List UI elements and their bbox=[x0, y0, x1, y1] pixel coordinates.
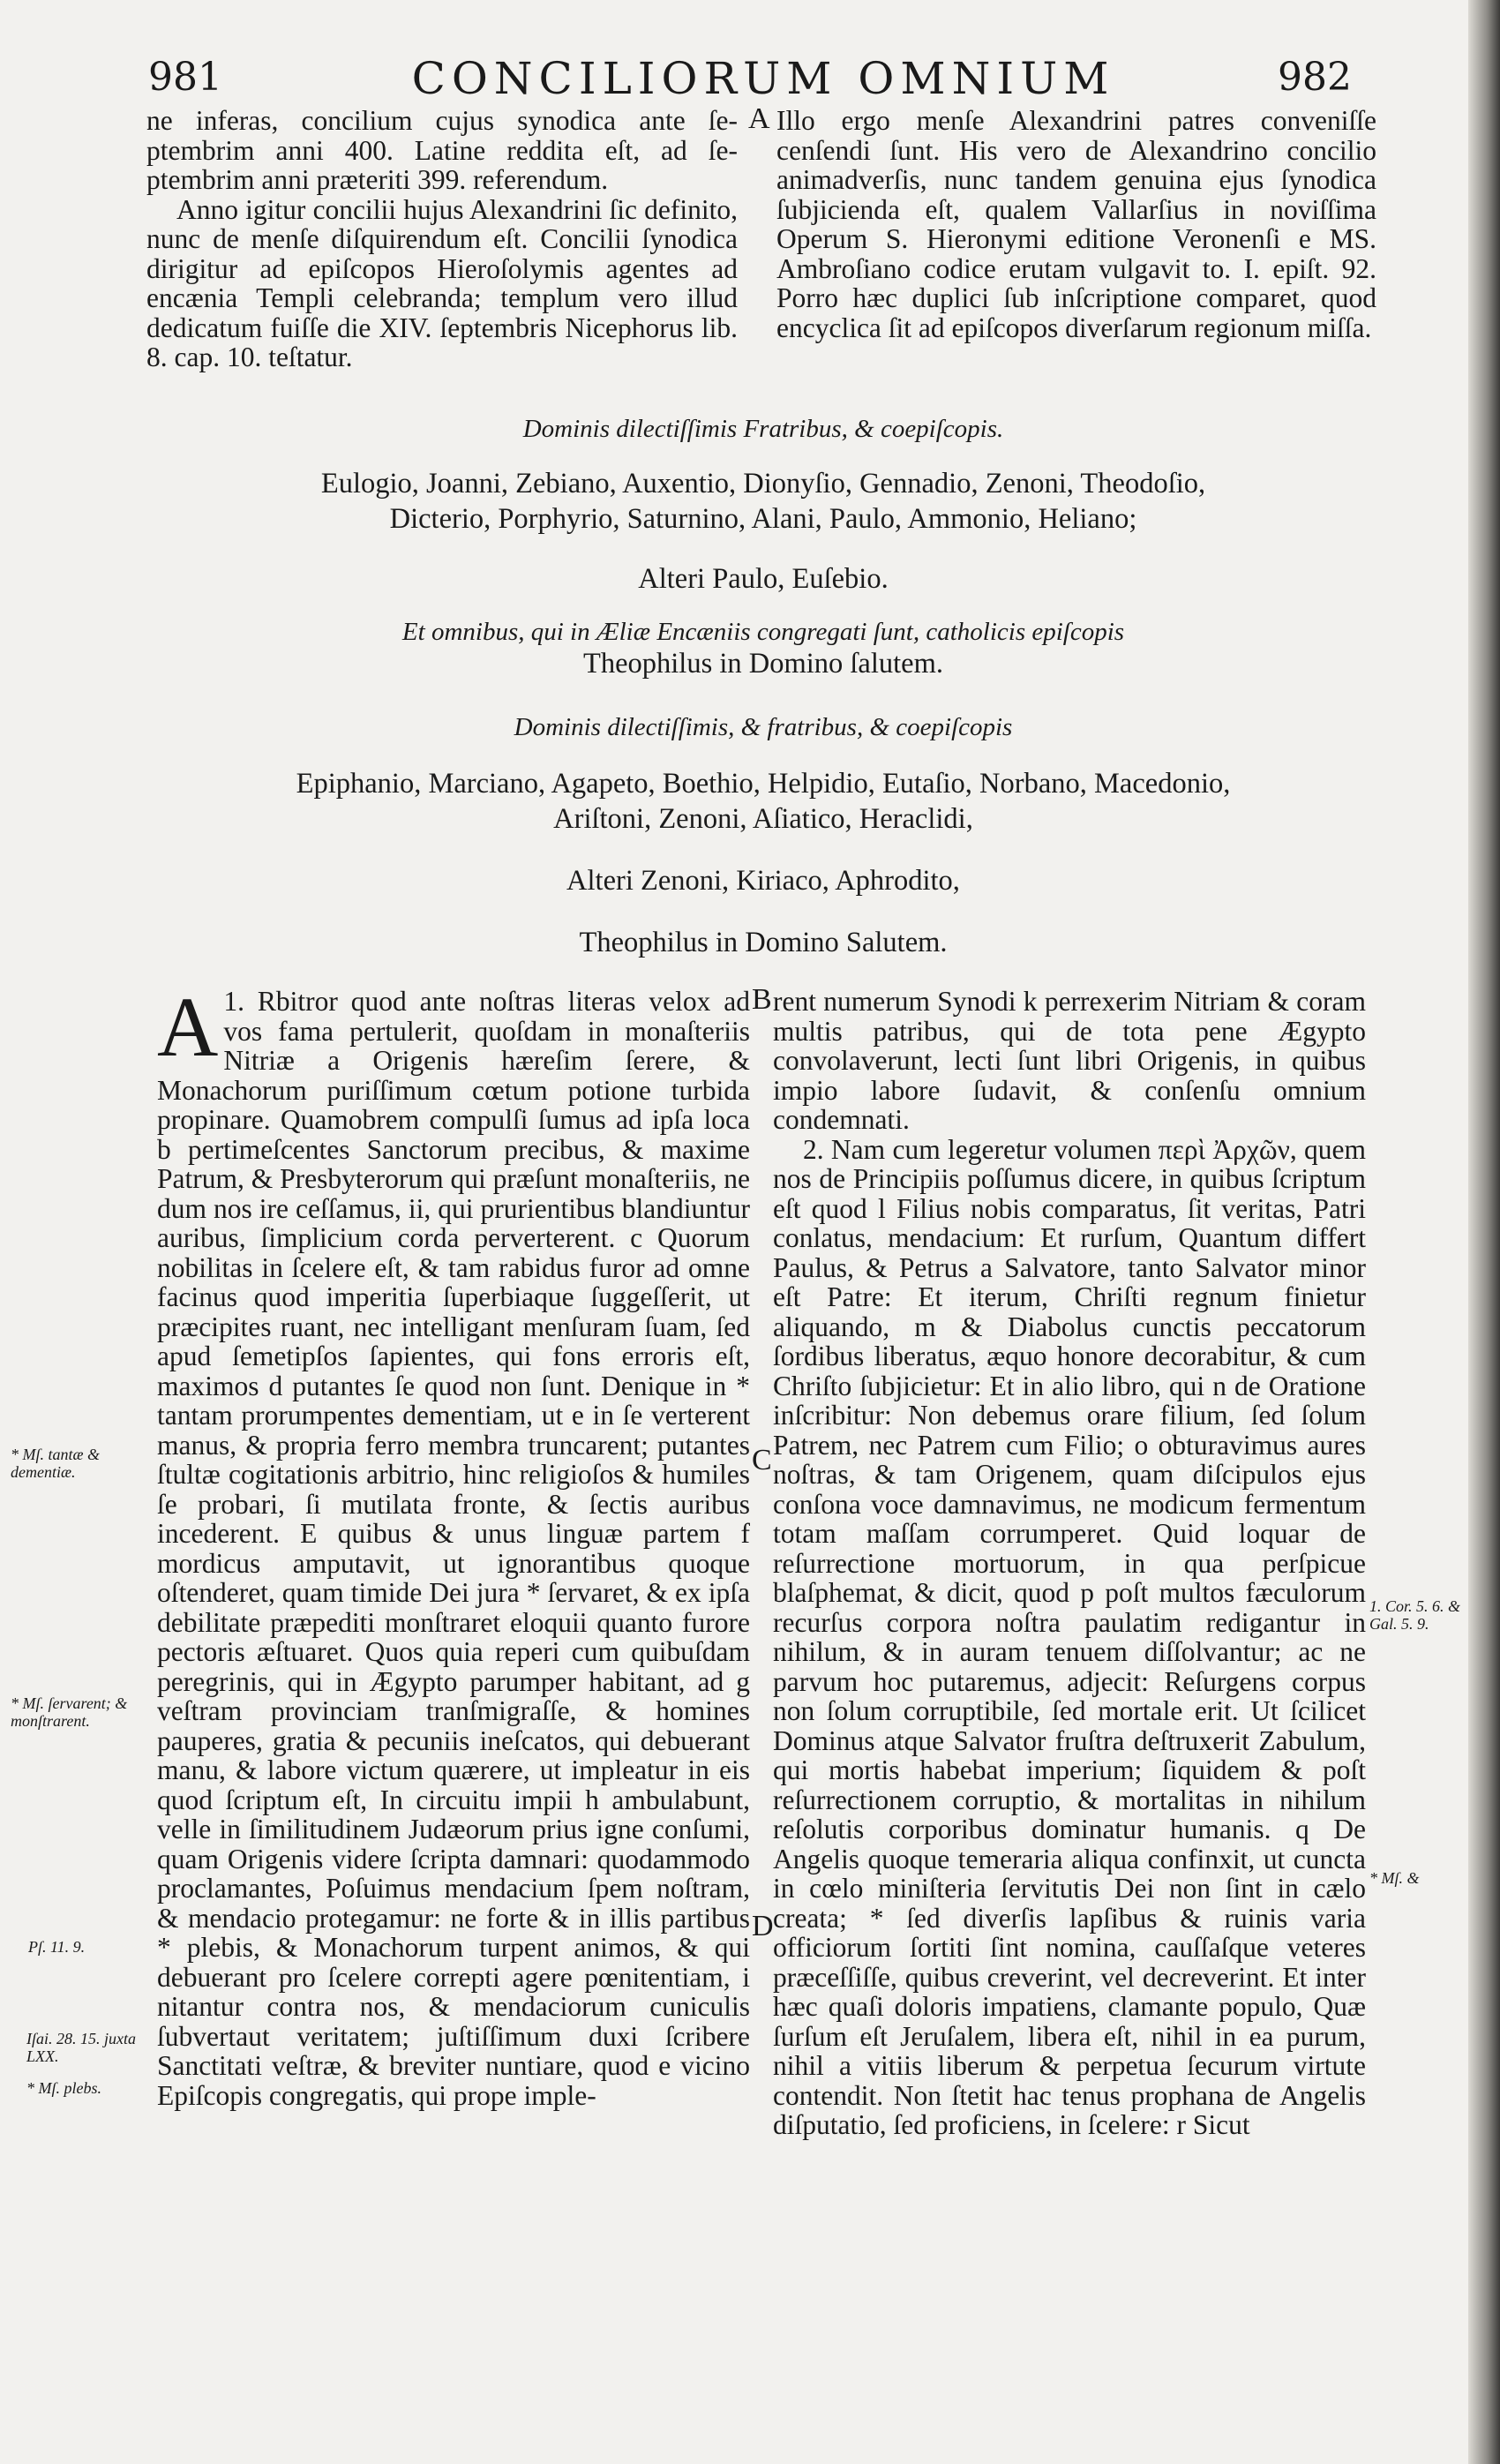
margin-note: 1. Cor. 5. 6. & Gal. 5. 9. bbox=[1369, 1597, 1461, 1633]
salutation-second: Dominis dilectiſſimis, & fratribus, & coepiſcopis bbox=[514, 713, 1013, 741]
margin-note: * Mſ. plebs. bbox=[26, 2079, 101, 2097]
intro-paragraph: Illo ergo menſe Alexandrini patres conveniſſe cenſendi ſunt. His vero de Alexandrino concilio animadverſis, nunc tandem genuina ejus ſynodica ſubjicienda eſt, qualem Vallarſius in noviſſima Operum S. Hieronymi editione Veronenſi e MS. Ambroſiano codice erutam vulgavit to. I. epiſt. 92. Porro hæc duplici ſub inſcriptione comparet, quod encyclica ſit ad epiſcopos diverſarum regionum miſſa. bbox=[776, 105, 1376, 343]
salutation-first: Dominis dilectiſſimis Fratribus, & coepiſcopis. bbox=[522, 415, 1004, 443]
page-number-left: 981 bbox=[148, 55, 222, 100]
margin-note: * Mſ. ſervarent; & monſtrarent. bbox=[11, 1694, 128, 1730]
page-binding-shadow bbox=[1468, 0, 1500, 2464]
sender-line: Theophilus in Domino Salutem. bbox=[579, 927, 948, 958]
recipient-names-line: Ariſtoni, Zenoni, Aſiatico, Heraclidi, bbox=[553, 803, 973, 835]
running-title: CONCILIORUM OMNIUM bbox=[411, 53, 1115, 104]
section-number: 1. bbox=[223, 986, 244, 1017]
recipient-names-line: Alteri Paulo, Euſebio. bbox=[638, 563, 889, 595]
recipient-names-line: Alteri Zenoni, Kiriaco, Aphrodito, bbox=[566, 865, 960, 897]
section-letter-d: D bbox=[752, 1910, 774, 1942]
page-number-right: 982 bbox=[1278, 55, 1352, 100]
margin-note: Iſai. 28. 15. juxta LXX. bbox=[26, 2030, 136, 2065]
sender-line: Theophilus in Domino ſalutem. bbox=[582, 648, 943, 680]
letter-paragraph: rent numerum Synodi k perrexerim Nitriam & coram multis patribus, qui de tota pene Ægypto convolaverunt, lecti ſunt libri Origenis, in quibus impio labore ſudavit, & conſenſu omnium condemnati. bbox=[773, 986, 1366, 1135]
recipient-names-line: Dicterio, Porphyrio, Saturnino, Alani, Paulo, Ammonio, Heliano; bbox=[389, 503, 1137, 535]
section-letter-c: C bbox=[752, 1444, 772, 1476]
intro-paragraph: Anno igitur concilii hujus Alexandrini ſic definito, nunc de menſe diſquirendum eſt. Concilii ſynodica dirigitur ad epiſcopos Hieroſolymis agentes ad encænia Templi celebranda; templum vero illud dedicatum fuiſſe die XIV. ſeptembris Nicephorus lib. 8. cap. 10. teſtatur. bbox=[146, 193, 738, 372]
letter-column-left bbox=[157, 980, 751, 2111]
letter-paragraph: 2. Nam cum legeretur volumen περὶ Ἀρχῶν, quem nos de Principiis poſſumus dicere, in quibus ſcriptum eſt quod l Filius nobis comparatus, ſit veritas, Patri conlatus, mendacium: Et rurſum, Quantum differt Paulus, & Petrus a Salvatore, tanto Salvator minor eſt Patre: Et iterum, Chriſti regnum finietur aliquando, m & Diabolus cunctis peccatorum ſordibus liberatus, æquo honore decorabitur, & cum Chriſto ſubjicietur: Et in alio libro, qui n de Oratione inſcribitur: Non debemus orare filium, ſed ſolum Patrem, nec Patrem cum Filio; o obturavimus aures noſtras, & tam Origenem, quam diſcipulos ejus conſona voce damnavimus, ne modicum fermentum totam maſſam corrumperet. Quid loquar de reſurrectione mortuorum, in qua perſpicue blaſphemat, & dicit, quod p poſt multos fæculorum recurſus corpora noſtra paulatim redigantur in nihilum, & in auram tenuem diſſolvantur; ac ne parvum hoc putaremus, adjecit: Reſurgens corpus non ſolum corruptibile, ſed mortale erit. Ut ſcilicet Dominus atque Salvator fruſtra deſtruxerit Zabulum, qui mortis habebat imperium; ſiquidem & poſt reſurrectionem corruptio, & mortalitas in nihilum reſolutis corporibus dominatur humanis. q De Angelis quoque temeraria aliqua confinxit, ut cuncta in cœlo miniſteria ſervitutis Dei non ſint in cælo creata; * ſed diverſis lapſibus & ruinis varia officiorum ſortiti ſint nomina, cauſſaſque veteres præceſſiſſe, quibus creverint, vel decreverint. Et inter hæc quaſi doloris impatiens, clamante populo, Quæ ſurſum eſt Jeruſalem, libera eſt, nihil in ea purum, nihil a vitiis liberum & perpetua ſecurum virtute contendit. Non ſtetit hac tenus prophana de Angelis diſputatio, ſed proficiens, in ſcelere: r Sicut bbox=[773, 1133, 1366, 2140]
letter-body-text: Rbitror quod ante noſtras literas velox ad vos fama pertulerit, quoſdam in monaſteriis Nitriæ a Origenis hæreſim ſerere, & Monachorum puriſſimum cœtum potione turbida propinare. Quamobrem compulſi ſumus ad ipſa loca b pertimeſcentes Sanctorum precibus, & maxime Patrum, & Presbyterorum qui præſunt monaſteriis, ne dum nos ire ceſſamus, ii, qui prurientibus blandiuntur auribus, ſimplicium corda perverterent. c Quorum nobilitas in ſcelere eſt, & tam rabidus furor ad omne facinus quod imperitia ſuperbiaque ſuggeſſerit, ut præcipites ruant, nec intelligant menſuram ſuam, ſed apud ſemetipſos ſapientes, qui fons erroris eſt, maximos d putantes ſe quod non ſunt. Denique in * tantam prorumpentes dementiam, ut e in ſe verterent manus, & propria ferro membra truncarent; putantes ſtultæ cogitationis arbitrio, hinc religioſos & humiles ſe probari, ſi mutilata fronte, & ſectis auribus incederent. E quibus & unus linguæ partem f mordicus amputavit, ut ignorantibus quoque oſtenderet, quam timide Dei jura * ſervaret, & ex ipſa debilitate præpediti monſtraret eloquii quanto furore pectoris æſtuaret. Quos quia reperi cum quibuſdam peregrinis, qui in Ægypto parumper habitant, ad g veſtram provinciam tranſmigraſſe, & homines pauperes, gratia & pecuniis ineſcatos, qui debuerant manu, & labore victum quærere, ut impleatur in eis quod ſcriptum eſt, In circuitu impii h ambulabunt, velle in ſimilitudinem Judæorum prius igne conſumi, quam Origenis videre ſcripta damnari: quodammodo proclamantes, Poſuimus mendacium ſpem noſtram, & mendacio protegamur: ne forte & in illis partibus * plebis, & Monachorum turpent animos, & qui debuerant pro ſcelere correpti agere pœnitentiam, i nitantur contra nos, & mendaciorum cuniculis ſubvertaut veritatem; juſtiſſimum duxi ſcribere Sanctitati veſtræ, & breviter nuntiare, quod e vicino Epiſcopis congregatis, qui prope imple- bbox=[157, 986, 751, 2111]
section-letter-b: B bbox=[752, 983, 772, 1016]
intro-paragraph: ne inferas, concilium cujus synodica ante ſe-ptembrim anni 400. Latine reddita eſt, ad ſe-ptembrim anni præteriti 399. referendum. bbox=[146, 105, 738, 195]
recipient-names-line: Epiphanio, Marciano, Agapeto, Boethio, Helpidio, Eutaſio, Norbano, Macedonio, bbox=[296, 768, 1231, 800]
margin-note: * Mſ. & bbox=[1369, 1869, 1420, 1887]
drop-capital: A bbox=[157, 980, 219, 1074]
margin-note: * Mſ. tantæ & dementiæ. bbox=[11, 1446, 101, 1481]
recipient-names-line: Eulogio, Joanni, Zebiano, Auxentio, Dionyſio, Gennadio, Zenoni, Theodoſio, bbox=[320, 468, 1206, 500]
intro-column-right bbox=[776, 106, 1376, 342]
section-letter-a: A bbox=[748, 102, 770, 135]
intro-column-left bbox=[146, 106, 738, 372]
margin-note: Pſ. 11. 9. bbox=[28, 1938, 86, 1956]
letter-column-right bbox=[773, 987, 1366, 2140]
address-extra-line: Et omnibus, qui in Æliæ Encæniis congregati ſunt, catholicis epiſcopis bbox=[401, 618, 1125, 646]
letter-paragraph bbox=[157, 980, 751, 2111]
